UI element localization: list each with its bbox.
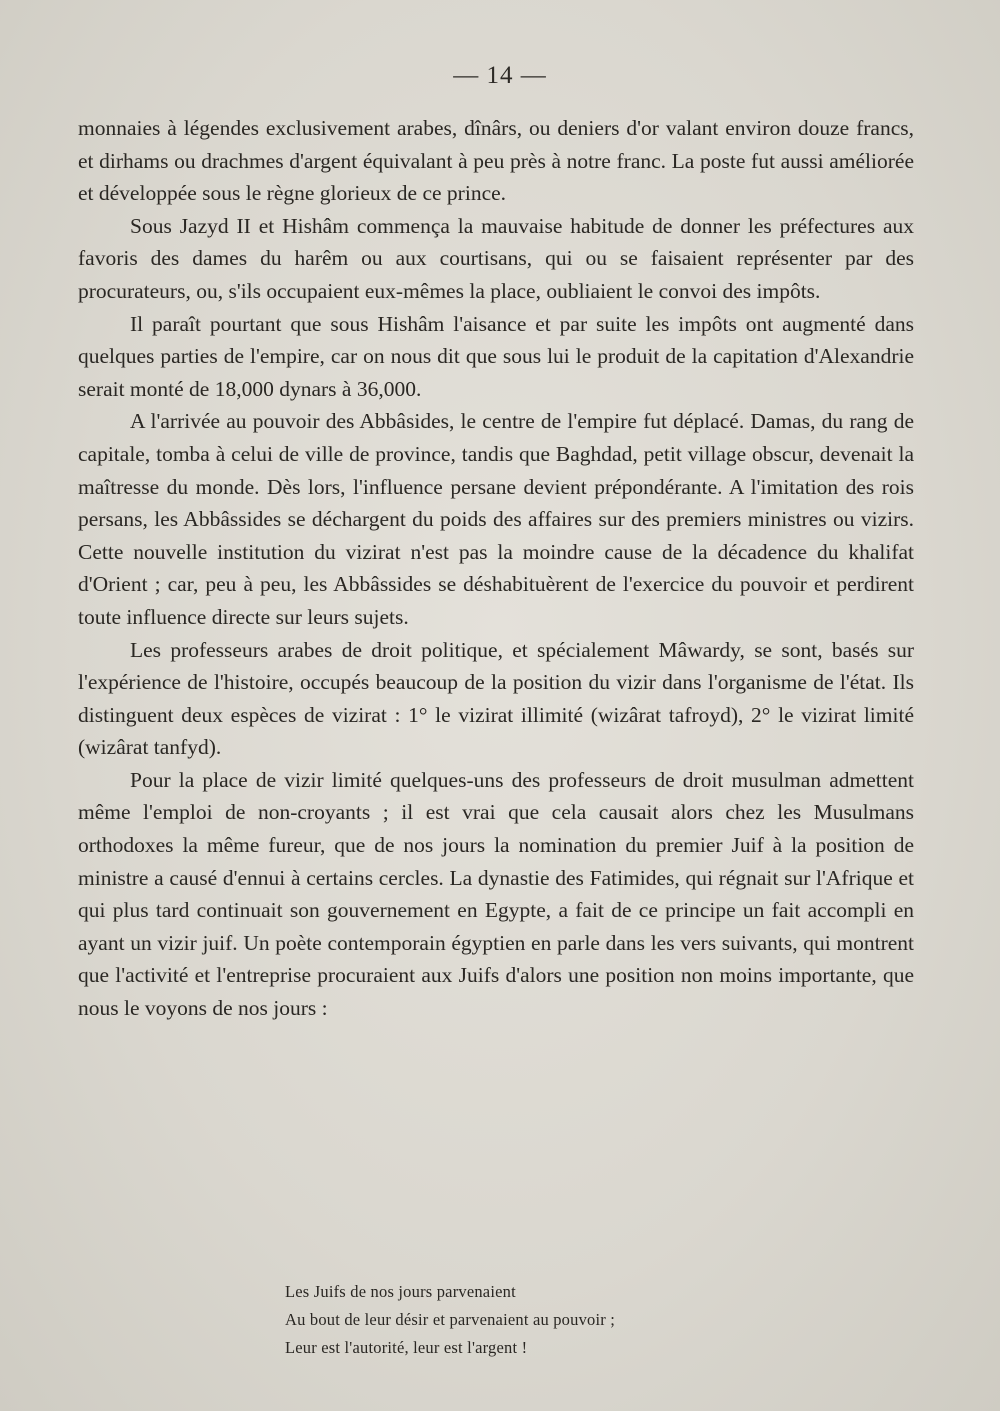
paragraph-5: Les professeurs arabes de droit politique, et spécialement Mâwardy, se sont, basés sur l'expérience de l'histoire, occupés beaucoup de la position du vizir dans l'organisme de l'état. Ils distinguent deux espèces de vizirat : 1° le vizirat illimité (wizârat tafroyd), 2° le vizirat limité (wizârat tanfyd).: [78, 637, 914, 760]
paragraph-4: A l'arrivée au pouvoir des Abbâsides, le centre de l'empire fut déplacé. Damas, du rang de capitale, tomba à celui de ville de province, tandis que Baghdad, petit village obscur, devenait la maîtresse du monde. Dès lors, l'influence persane devient prépondérante. A l'imitation des rois persans, les Abbâssides se déchargent du poids des affaires sur des premiers ministres ou vizirs. Cette nouvelle institution du vizirat n'est pas la moindre cause de la décadence du khalifat d'Orient ; car, peu à peu, les Abbâssides se déshabituèrent de l'exercice du pouvoir et perdirent toute influence directe sur leurs sujets.: [78, 409, 914, 629]
page-number: — 14 —: [453, 62, 547, 89]
paragraph-1: monnaies à légendes exclusivement arabes, dînârs, ou deniers d'or valant environ douze francs, et dirhams ou drachmes d'argent équivalant à peu près à notre franc. La poste fut aussi améliorée et développée sous le règne glorieux de ce prince.: [78, 116, 914, 206]
body-text: [78, 112, 914, 1025]
verse-quotation: [285, 1278, 845, 1362]
paragraph-6: Pour la place de vizir limité quelques-uns des professeurs de droit musulman admettent même l'emploi de non-croyants ; il est vrai que cela causait alors chez les Musulmans orthodoxes la même fureur, que de nos jours la nomination du premier Juif à la position de ministre a causé d'ennui à certains cercles. La dynastie des Fatimides, qui régnait sur l'Afrique et qui plus tard continuait son gouvernement en Egypte, a fait de ce principe un fait accompli en ayant un vizir juif. Un poète contemporain égyptien en parle dans les vers suivants, qui montrent que l'activité et l'entreprise procuraient aux Juifs d'alors une position non moins importante, que nous le voyons de nos jours :: [78, 767, 914, 1021]
paragraph-3: Il paraît pourtant que sous Hishâm l'aisance et par suite les impôts ont augmenté dans quelques parties de l'empire, car on nous dit que sous lui le produit de la capitation d'Alexandrie serait monté de 18,000 dynars à 36,000.: [78, 311, 914, 401]
verse-line: Leur est l'autorité, leur est l'argent !: [285, 1338, 528, 1357]
verse-line: Les Juifs de nos jours parvenaient: [285, 1282, 516, 1301]
verse-line: Au bout de leur désir et parvenaient au pouvoir ;: [285, 1310, 616, 1329]
paragraph-2: Sous Jazyd II et Hishâm commença la mauvaise habitude de donner les préfectures aux favoris des dames du harêm ou aux courtisans, qui ou se faisaient représenter par des procurateurs, ou, s'ils occupaient eux-mêmes la place, oubliaient le convoi des impôts.: [78, 213, 914, 303]
